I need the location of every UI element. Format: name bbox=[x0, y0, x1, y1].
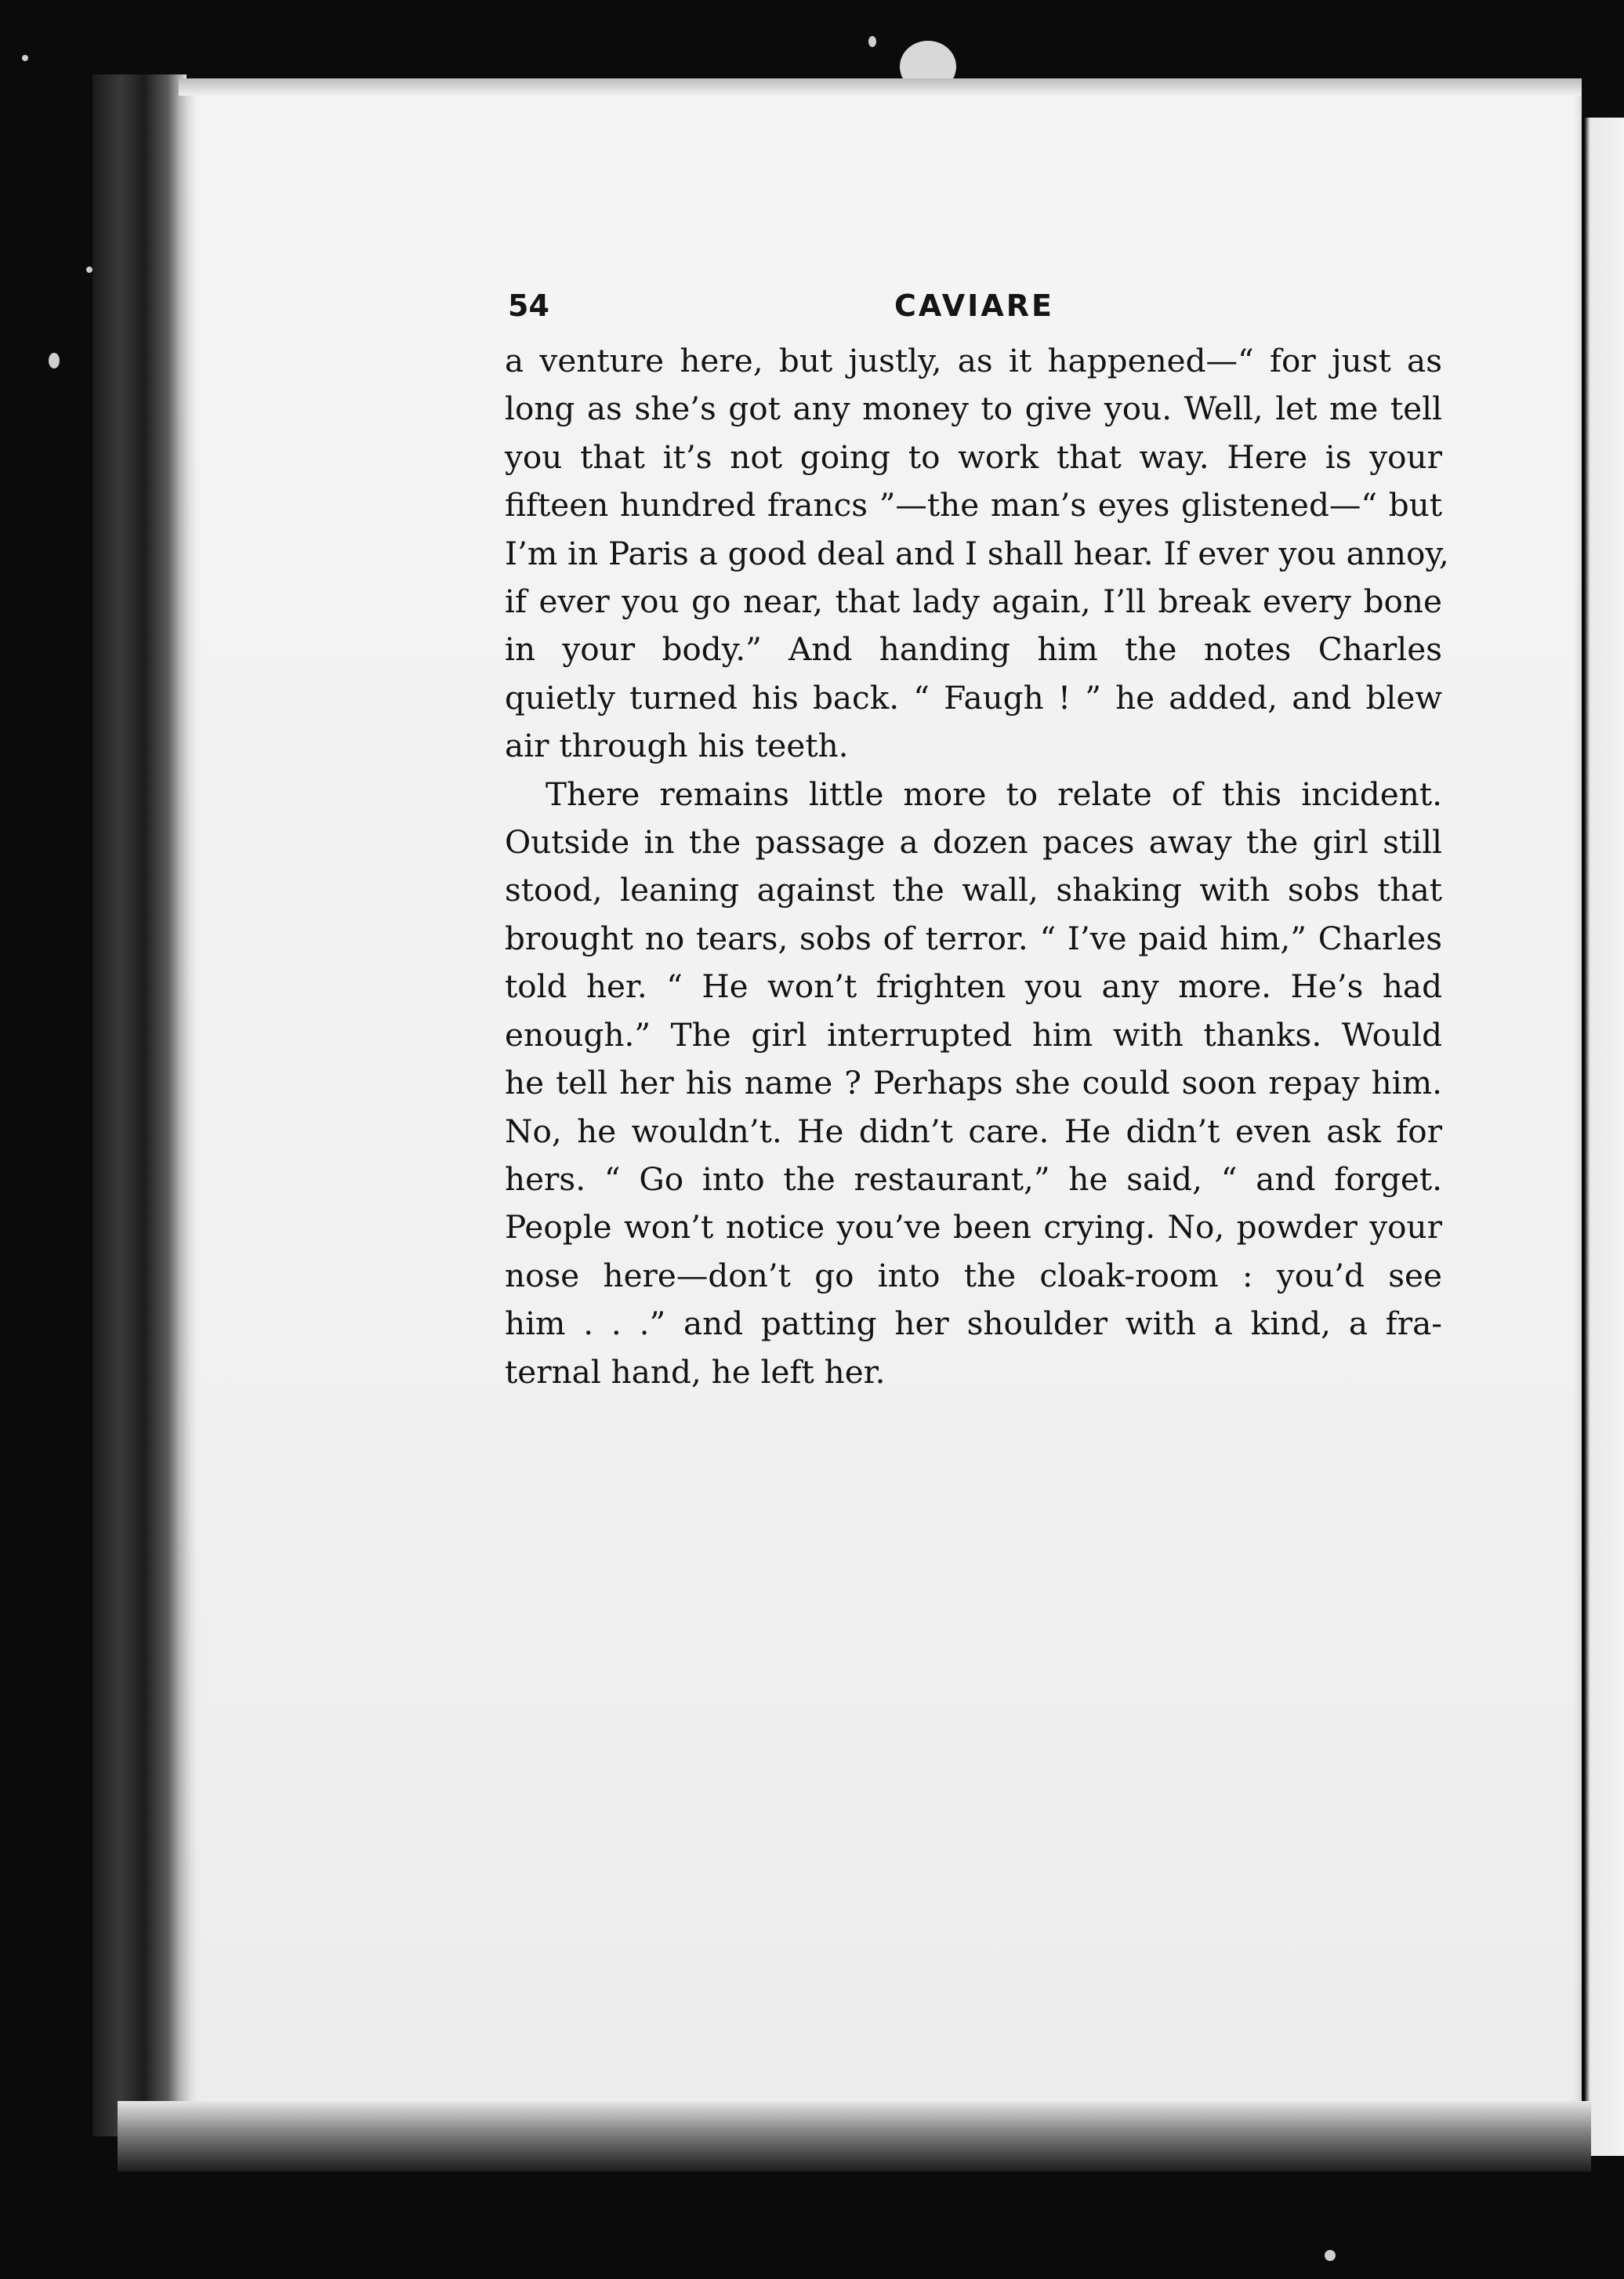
text-line: told her. “ He won’t frighten you any more. He’s had bbox=[505, 967, 1442, 1006]
scan-speck bbox=[868, 36, 876, 47]
text-line: People won’t notice you’ve been crying. No, powder your bbox=[505, 1208, 1442, 1247]
text-line: nose here—don’t go into the cloak-room : you’d see bbox=[505, 1256, 1442, 1294]
text-line: air through his teeth. bbox=[505, 727, 849, 765]
page-header bbox=[508, 289, 1441, 328]
text-line: ternal hand, he left her. bbox=[505, 1352, 886, 1391]
book-left-edge bbox=[92, 74, 187, 2136]
text-line: enough.” The girl interrupted him with thanks. Would bbox=[505, 1015, 1442, 1054]
page-top-shadow bbox=[179, 78, 1582, 96]
text-line: fifteen hundred francs ”—the man’s eyes glistened—“ but bbox=[505, 486, 1442, 524]
text-line: I’m in Paris a good deal and I shall hear. If ever you annoy, bbox=[505, 534, 1449, 572]
text-line: you that it’s not going to work that way. Here is your bbox=[505, 437, 1442, 476]
text-line: if ever you go near, that lady again, I’ll break every bone bbox=[505, 582, 1442, 621]
page-number: 54 bbox=[508, 289, 549, 323]
text-line: him . . .” and patting her shoulder with a kind, a fra- bbox=[505, 1305, 1442, 1343]
next-page-edge bbox=[1575, 118, 1624, 2156]
text-line: a venture here, but justly, as it happened—“ for just as bbox=[505, 342, 1442, 379]
book-bottom-edge bbox=[118, 2101, 1591, 2172]
paragraph bbox=[505, 771, 1442, 1396]
text-line: There remains little more to relate of this incident. bbox=[546, 775, 1442, 813]
paragraph bbox=[505, 337, 1449, 771]
running-head: CAVIARE bbox=[894, 289, 1054, 323]
scan-speck bbox=[22, 55, 28, 61]
text-line: Outside in the passage a dozen paces away the girl still bbox=[505, 823, 1442, 862]
text-line: long as she’s got any money to give you. Well, let me tell bbox=[505, 390, 1442, 428]
scan-speck bbox=[86, 267, 92, 273]
body-text bbox=[505, 337, 1449, 1396]
text-line: he tell her his name ? Perhaps she could soon repay him. bbox=[505, 1064, 1442, 1102]
scan-speck bbox=[49, 353, 60, 368]
text-line: No, he wouldn’t. He didn’t care. He didn’t even ask for bbox=[505, 1112, 1442, 1150]
text-line: in your body.” And handing him the notes Charles bbox=[505, 630, 1442, 669]
scan-speck bbox=[1325, 2250, 1336, 2261]
text-line: quietly turned his back. “ Faugh ! ” he added, and blew bbox=[505, 678, 1442, 717]
text-line: stood, leaning against the wall, shaking with sobs that bbox=[505, 871, 1442, 909]
text-line: hers. “ Go into the restaurant,” he said, “ and forget. bbox=[505, 1159, 1442, 1198]
text-line: brought no tears, sobs of terror. “ I’ve paid him,” Charles bbox=[505, 919, 1442, 957]
